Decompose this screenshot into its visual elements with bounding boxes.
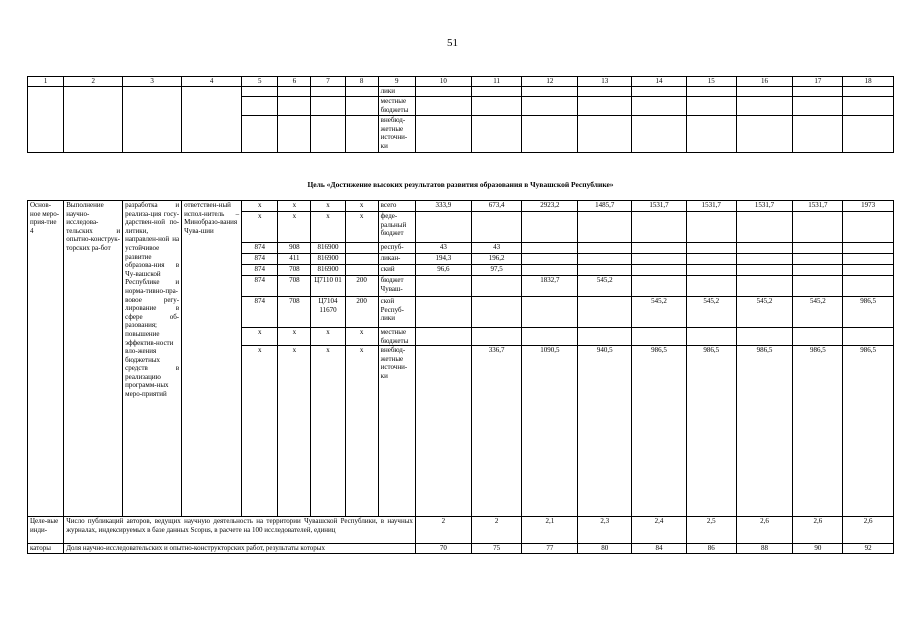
value-cell: 196,2 [471,254,522,265]
column-header: 7 [311,77,345,87]
source-label: ской Респуб-лики [378,297,415,328]
value-cell: 194,3 [415,254,471,265]
indicator-value: 77 [522,544,578,554]
code-cell: x [278,212,311,243]
value-cell [415,276,471,297]
indicator-label: каторы [28,544,64,554]
indicator-value: 90 [793,544,843,554]
continuation-table [27,76,894,153]
value-cell: 986,5 [736,346,793,517]
source-label: местные бюджеты [378,328,415,346]
value-cell: 1485,7 [578,201,632,212]
value-cell: 545,2 [793,297,843,328]
page-number: 51 [447,37,458,49]
value-cell: 940,5 [578,346,632,517]
column-header: 12 [522,77,578,87]
value-cell: 333,9 [415,201,471,212]
code-cell: x [242,201,278,212]
value-cell [793,265,843,276]
column-header: 17 [793,77,843,87]
value-cell [793,243,843,254]
indicator-value: 86 [686,544,736,554]
table-cell [64,87,123,153]
code-cell: 708 [278,276,311,297]
value-cell [632,265,687,276]
column-header: 18 [843,77,894,87]
indicator-value: 2,6 [736,517,793,544]
value-cell [578,243,632,254]
source-label: бюджет Чуваш- [378,276,415,297]
code-cell: 708 [278,265,311,276]
code-cell: 708 [278,297,311,328]
code-cell: x [345,328,378,346]
value-cell: 1531,7 [793,201,843,212]
source-label: феде-ральный бюджет [378,212,415,243]
value-cell: 96,6 [415,265,471,276]
value-cell [686,276,736,297]
value-cell [415,297,471,328]
value-cell: 986,5 [843,346,894,517]
value-cell [843,254,894,265]
code-cell [345,254,378,265]
value-cell [632,212,687,243]
value-cell [736,243,793,254]
value-cell: 1973 [843,201,894,212]
source-label: респуб- [378,243,415,254]
indicator-value: 75 [471,544,522,554]
table-cell [123,87,182,153]
code-cell: x [345,201,378,212]
column-header: 8 [345,77,378,87]
indicator-value: 92 [843,544,894,554]
value-cell: 545,2 [632,297,687,328]
main-table [27,200,894,554]
code-cell: x [345,346,378,517]
value-cell: 43 [415,243,471,254]
value-cell [522,297,578,328]
value-cell [522,243,578,254]
value-cell [522,254,578,265]
table-cell [311,87,345,97]
code-cell: 874 [242,297,278,328]
indicator-value: 70 [415,544,471,554]
value-cell [632,328,687,346]
code-cell: 816900 [311,243,345,254]
value-cell [578,328,632,346]
value-cell [843,328,894,346]
column-header: 6 [278,77,311,87]
code-cell: x [278,201,311,212]
column-header: 13 [578,77,632,87]
code-cell: x [311,201,345,212]
indicator-text: Доля научно-исследовательских и опытно-конструкторских работ, результаты которых [64,544,416,554]
code-cell: 908 [278,243,311,254]
code-cell: 874 [242,254,278,265]
value-cell [471,276,522,297]
value-cell [686,328,736,346]
column-header: 10 [415,77,471,87]
value-cell [686,265,736,276]
code-cell: 816900 [311,254,345,265]
column-header: 5 [242,77,278,87]
value-cell [522,328,578,346]
value-cell [843,276,894,297]
indicator-value: 2 [415,517,471,544]
column-header: 2 [64,77,123,87]
value-cell: 986,5 [843,297,894,328]
value-cell [632,243,687,254]
table-row [28,87,894,97]
indicator-value: 2 [471,517,522,544]
value-cell [686,254,736,265]
value-cell [471,212,522,243]
indicator-value: 2,1 [522,517,578,544]
value-cell: 545,2 [736,297,793,328]
indicator-row [28,544,894,554]
value-cell: 1090,5 [522,346,578,517]
code-cell: 816900 [311,265,345,276]
value-cell: 1531,7 [686,201,736,212]
value-cell [736,212,793,243]
code-cell: 411 [278,254,311,265]
indicator-row [28,517,894,544]
source-label: ский [378,265,415,276]
table-row [28,201,894,212]
value-cell [686,212,736,243]
value-cell [843,243,894,254]
value-cell [793,276,843,297]
value-cell [578,297,632,328]
code-cell: x [345,212,378,243]
value-cell [415,212,471,243]
table-cell [278,87,311,97]
indicator-value: 88 [736,544,793,554]
value-cell [793,328,843,346]
indicator-value: 80 [578,544,632,554]
value-cell [578,265,632,276]
column-header-row [28,77,894,87]
value-cell [736,265,793,276]
code-cell: 874 [242,265,278,276]
event-executor: ответствен-ный испол-нитель – Минобразо-вания Чува-шии [182,201,242,517]
value-cell [415,346,471,517]
value-cell [686,243,736,254]
value-cell: 2923,2 [522,201,578,212]
code-cell: x [242,328,278,346]
code-cell: x [242,212,278,243]
value-cell [578,254,632,265]
column-header: 4 [182,77,242,87]
value-cell [632,276,687,297]
event-description: разработка и реализа-ция госу-дарствен-ной по-литики, направлен-ной на устойчивое развитие образова-ния в Чу-вашской Республике и норма-тивно-пра-вовое регу-лирование в сфере об-разования; повышение эффектив-ности вло-жения бюджетных средств в реализацию программ-ных меро-приятий [123,201,182,517]
value-cell [843,265,894,276]
indicator-text: Число публикаций авторов, ведущих научную деятельность на территории Чувашской Республики, в научных журналах, индексируемых в базе данных Scopus, в расчете на 100 исследователей, единиц [64,517,416,544]
value-cell [471,297,522,328]
value-cell [793,212,843,243]
column-header: 14 [632,77,687,87]
column-header: 1 [28,77,64,87]
value-cell [471,328,522,346]
value-cell: 1832,7 [522,276,578,297]
value-cell [415,328,471,346]
code-cell: 874 [242,243,278,254]
code-cell: 874 [242,276,278,297]
table-cell [345,87,378,97]
indicator-value: 2,5 [686,517,736,544]
value-cell [736,328,793,346]
indicator-value: 2,4 [632,517,687,544]
table-cell [28,87,64,153]
code-cell: x [311,346,345,517]
column-header: 16 [736,77,793,87]
table-cell [242,87,278,97]
code-cell: x [311,328,345,346]
value-cell [632,254,687,265]
table-cell [182,87,242,153]
value-cell: 97,5 [471,265,522,276]
column-header: 15 [686,77,736,87]
code-cell: Ц7110 01 [311,276,345,297]
code-cell [345,243,378,254]
code-cell: x [278,328,311,346]
value-cell: 336,7 [471,346,522,517]
value-cell: 673,4 [471,201,522,212]
indicator-value: 84 [632,544,687,554]
value-cell: 986,5 [686,346,736,517]
source-label: местные бюджеты [378,97,415,116]
code-cell [345,265,378,276]
value-cell [736,254,793,265]
indicator-value: 2,3 [578,517,632,544]
column-header: 3 [123,77,182,87]
value-cell: 1531,7 [632,201,687,212]
column-header: 9 [378,77,415,87]
source-label: лики [378,87,415,97]
value-cell: 986,5 [793,346,843,517]
indicator-value: 2,6 [793,517,843,544]
value-cell: 43 [471,243,522,254]
value-cell: 545,2 [686,297,736,328]
source-label: всего [378,201,415,212]
value-cell [578,212,632,243]
event-type: Основ-ное меро-прия-тие 4 [28,201,64,517]
source-label: ликан- [378,254,415,265]
column-header: 11 [471,77,522,87]
indicator-value: 2,6 [843,517,894,544]
value-cell [843,212,894,243]
code-cell: 200 [345,276,378,297]
value-cell [522,212,578,243]
value-cell [736,276,793,297]
goal-title: Цель «Достижение высоких результатов развития образования в Чувашской Республике» [307,180,614,189]
value-cell [793,254,843,265]
code-cell: Ц7104 11670 [311,297,345,328]
code-cell: 200 [345,297,378,328]
code-cell: x [278,346,311,517]
source-label: внебюд-жетные источни-ки [378,346,415,517]
source-label: внебюд-жетные источни-ки [378,116,415,153]
code-cell: x [311,212,345,243]
value-cell [522,265,578,276]
value-cell: 545,2 [578,276,632,297]
value-cell: 986,5 [632,346,687,517]
event-name: Выполнение научно-исследова-тельских и опытно-конструк-торских ра-бот [64,201,123,517]
code-cell: x [242,346,278,517]
value-cell: 1531,7 [736,201,793,212]
indicator-label: Целе-вые инди- [28,517,64,544]
